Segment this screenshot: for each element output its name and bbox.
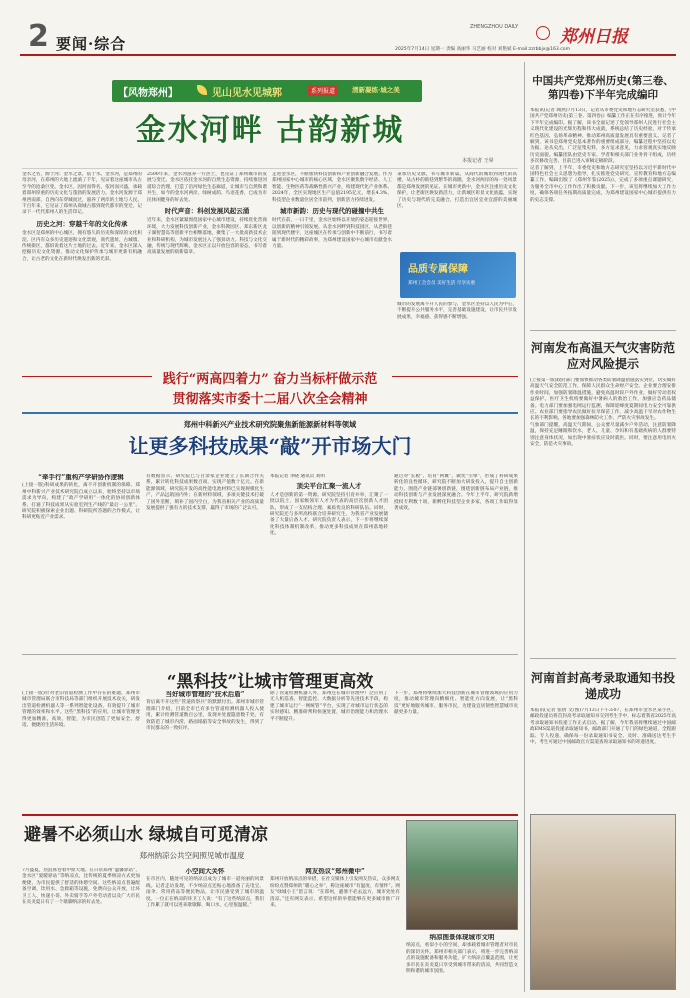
bottom-photo [406, 820, 518, 930]
top-col-1b-text: 金水区是郑州的中心城区，拥有悠久的历史和深厚的文化积淀。区内有众多历史遗迹和文化景观，商代遗址、古城墙、传统街区，都诉说着这片土地的过去。近年来，金水区深入挖掘历史文化资源，推动文化保护传承与城市更新有机融合，让古老的文化在新时代焕发出新的光彩。 [22, 231, 142, 262]
bottom-sub-2: 网友热议“郑州微中” [305, 868, 365, 875]
blacktech-col-1-text: (上接一版)针对老旧管道检测工作中存在的难题，郑州市城市管理局联合市科技局等部门组织开展技术攻关，研发出管道检测机器人等一系列智能化设备，有效提升了城市管理的效率和水平。这些“黑科技”的应用，让城市管理变得更加精准、高效、智能，为市民创造了更加安全、舒适、便捷的生活环境。 [22, 691, 140, 729]
masthead [0, 0, 690, 58]
top-sub-2: 时代声音：科创发展风起云涌 [164, 207, 250, 216]
blacktech-sub: 当好城市管理的“技术后盾” [165, 691, 245, 698]
theme-banner [22, 366, 518, 410]
feature-col-3 [270, 474, 388, 652]
right-photo [530, 814, 676, 990]
banner-tag-1: 系列报道 [308, 85, 338, 96]
section-title: 要闻·综合 [56, 35, 127, 53]
feature-headline: 让更多科技成果“敲”开市场大门 [128, 434, 412, 458]
bottom-col-1-text: 7月盛夏，热浪席卷着中原大地。在日常郑州“温馨驿站”，金水区“爱暖驿站”等纳凉点，比传统的夏季纳凉方式更加便捷，为市民提供了舒适的休憩空间。这些纳凉点普遍配备空调、饮用水、急救箱等设施，免费向公众开放，让环卫工人、快递小哥、外卖骑手等户外劳动者以及广大市民在炎炎夏日有了一个歇脚纳凉的好去处。 [22, 868, 140, 906]
blacktech-col-2 [146, 691, 264, 811]
right-text-3 [530, 708, 676, 808]
bottom-sub-1: 小空间大关怀 [185, 868, 225, 875]
ad-text-1: 品质专属保障 [408, 264, 468, 275]
feature-sub-2: 顶尖平台汇聚一流人才 [296, 482, 362, 491]
right-text-1b: 记者了解到，上半年，市委党史和地方志研究室坚持以习近平新时代中国特色社会主义思想为指导，扎实推进党史研究、宣传教育和地方志编纂工作，编辑出版了《郑州年鉴(2025)》，完成了多项重点课题研究，为服务全市中心工作作出了积极贡献。下一步，该室将继续加大工作力度，确保各项任务按期高质量完成，为郑州建设国家中心城市提供有力的史志支撑。 [530, 165, 676, 203]
right-text-1a: 本报讯(记者 陶然)7月13日，记者从市委党史和地方志研究室获悉，《中国共产党郑州历史(第三卷、第四卷)》编纂工作正在有序推进，预计今年下半年完成编印。据了解，该书全面记述了党领导郑州人民进行社会主义现代化建设的光辉历程和伟大成就，系统总结了历史经验，对于传承红色基因、弘扬革命精神、推动郑州高质量发展具有重要意义。记者了解到，该书是郑州党史基本著作的重要组成部分，编纂过程中坚持以史为据、论从史出，广泛征集史料，多方征求意见，力求客观真实地反映历史面貌。编纂团队由党史专家、学者和相关部门业务骨干组成，历经多次修改完善，目前已进入审稿定稿阶段。 [530, 108, 676, 165]
top-col-2-text: 2500年来，金水河滋养一方热土，也见证了郑州城市的发展与变迁。金水区依托金水河的自然生态资源，持续推进河道综合治理，打造了沿河绿色生态廊道，让城市与自然和谐共生，如今的金水河两岸，绿树成荫、鸟语花香，已成为市民休闲健身的好去处。 [147, 172, 267, 203]
banner-leaf-icon [197, 85, 207, 95]
blacktech-headline: “黑科技”让城市管理更高效 [166, 672, 374, 692]
top-col-4b [397, 302, 517, 360]
right-column [530, 62, 676, 992]
bottom-col-4 [406, 934, 518, 992]
top-col-1-text: 金水之名，源于河；金水之景，依于水。金水河，是郑州的母亲河，在郑州的大地上流淌了千年，见证着这座城市从古至今的沧桑巨变。金水区，因河而得名，依河而兴盛，承载着郑州厚重的历史文化与蓬勃的发展活力。金水河发源于郑州西南部，自西向东穿城而过，滋养了两岸的土地与人民。千百年来，它见证了郑州从商城古都到现代都市的变迁，记录下一代代郑州人的生活印记。 [22, 172, 142, 216]
banner-line-1: 践行“两高四着力” 奋力当标杆做示范 [162, 372, 378, 387]
bottom-sub-3: 纳凉图景体现城市文明 [429, 934, 495, 941]
feature-kicker: 郑州中科新兴产业技术研究院聚焦新能源新材料等领域 [183, 420, 357, 429]
topic-banner [112, 80, 422, 102]
bottom-col-3 [270, 868, 400, 992]
bottom-col-2-text: 在市区内，随处可见的纳凉点成为了城市一道亮丽的风景线。记者走访发现，不少纳凉点还贴心地准备了充电宝、雨伞、常用药品等便民物品，让市民感受到了城市的温度。一位正在纳凉的环卫工人说：“有了这些纳凉点，我们工作累了就可以进来歇歇脚、喝口水，心里很温暖。” [146, 877, 264, 909]
blacktech-col-2-text: 背后离不开这些“管道侦察兵”的默默付出。郑州市城市管理部门介绍，目前全市已有多台管道检测机器人投入使用，累计检测管道数百公里，发现并处置隐患数千处，有效防范了城市内涝、路面塌陷等安全事故的发生，得到了市民群众的一致好评。 [146, 700, 264, 732]
top-col-4b-text: 城市的发展离不开人民的参与，金水区坚持以人民为中心，不断提升公共服务水平，完善基础设施建设，让市民共享发展成果，幸福感、获得感不断增强。 [397, 302, 517, 320]
paper-name-en: ZHENGZHOU DAILY [470, 24, 519, 30]
page-number: 2 [28, 19, 49, 54]
top-sub-3: 城市新韵：历史与现代的碰撞中共生 [280, 207, 384, 216]
right-text-2 [530, 378, 676, 652]
right-text-2a: (上接第一版)政府部门要加快推动各类防暑降温措施落实到位，切实做好高温天气安全防范工作，保障人民群众生命财产安全。企业要合理安排作业时间，加强防暑降温措施，避免高温时段户外作业，做好劳动者权益保护。医疗卫生机构要做好中暑病人的救治工作，加强应急药品储备。电力部门要加强电网运行监测，保障迎峰度夏期间电力安全可靠供应。农业部门要指导农民做好抗旱保苗工作，减少高温干旱对农作物生长的不利影响。各地要加强森林防火工作，严防火灾事故发生。 [530, 378, 676, 422]
feature-col-1-text: (上接一版)科研成果的转化，离不开创新机制的保障。郑州中科新兴产业技术研究院自成立以来，始终坚持以市场需求为导向，构建了“政产学研用”一体化的协同创新体系，打通了科技成果从实验室到生产线的“最后一公里”。研究院积极探索企业出题、科研院所答题的合作模式，让科研更贴近产业需求。 [22, 483, 140, 521]
right-headline-3: 河南首封高考录取通知书投递成功 [530, 671, 675, 701]
ad-text-2: 郑州工会会员 美好生活 尽享实惠 [408, 281, 476, 286]
blacktech-col-4 [394, 691, 518, 811]
top-sub-1: 历史之河：穿越千年的文化传承 [36, 219, 128, 228]
right-headline-2: 河南发布高温天气灾害防范应对风险提示 [530, 341, 675, 371]
top-col-4-text: 秉承历史文脉，书写城市新篇。从商代的城垣到现代的高楼，从古朴的街巷到繁华的商圈，金水河两岸的每一处风景都是郑州发展的见证。在城市更新中，金水区注重历史文化保护，让老街区焕发新活力，让新城区彰显文化底蕴，实现了历史与现代的完美融合，打造出宜居宜业宜游的美丽城区。 [397, 172, 517, 210]
banner-tag-2: 清新凝练·城之美 [352, 86, 400, 94]
feature-byline: 本报记者 李晓 通讯员 刘明 [270, 474, 325, 479]
bottom-col-2 [146, 868, 264, 992]
top-col-2 [147, 172, 267, 360]
top-headline: 金水河畔 古韵新城 [135, 113, 405, 148]
bottom-kicker: 郑州纳凉公共空间照见城市温度 [139, 851, 245, 860]
feature-col-4-text: 通过对“长板”、培育“两翼”、做优“引擎”，形成了科研成果转化的良性循环，研究院不断加大研发投入，提升自主创新能力，围绕产业链部署创新链，围绕创新链布局产业链，推动科技创新与产业发展深度融合。今年上半年，研究院新增授权专利数十项，新孵化科技型企业多家，各项工作取得显著成效。 [394, 474, 518, 512]
bottom-col-3-text: 郑州开放纳凉点的举措，在社交媒体上引发网友热议，众多网友纷纷点赞郑州的“暖心之举”，称这座城市“有温度、有情怀”。网友“绿城小王”留言说：“在郑州，避暑不必去远方，城市处处有清凉。”还有网友表示，希望这样的举措能够在更多城市推广开来。 [270, 877, 400, 909]
blacktech-col-3-text: 除了管道检测机器人外，郑州还在城市管理中广泛应用了无人机巡查、智能监控、大数据分析等先进技术手段，构建了城市运行“一网统管”平台，实现了对城市运行状态的实时感知、精准研判和快速处置，城市治理能力和治理水平不断提升。 [270, 691, 388, 722]
right-text-2b: 气象部门提醒，高温天气期间，公众要尽量减少户外活动，注意防暑降温，保持充足睡眠和饮水，老人、儿童、孕妇和有基础疾病的人群要特别注意身体状况，如出现中暑症状应及时就医。同时，要注意用电用火安全，防范火灾事故。 [530, 422, 676, 448]
union-ad [400, 252, 516, 298]
bottom-story [22, 814, 518, 992]
feature-col-2 [146, 474, 264, 652]
logo: 郑州日报 [560, 27, 628, 47]
top-byline: 本报记者 王晕 [462, 158, 494, 164]
banner-series: 【风物郑州】 [118, 88, 178, 99]
right-headline-1: 中国共产党郑州历史(第三卷、第四卷)下半年完成编印 [532, 75, 674, 101]
feature-col-2-text: 有数据显示，研究院已与百余家企业建立了长期合作关系，累计转化科技成果数百项，实现产值数十亿元。在新能源领域，研究院开发的高性能电池材料已实现规模化生产，产品远销国内外；在新材料领域，多项关键技术打破了国外垄断，填补了国内空白，为我省相关产业的高质量发展提供了强有力的技术支撑，赢得了市场的广泛认可。 [146, 474, 264, 512]
feature-col-1 [22, 474, 140, 652]
top-col-4 [397, 172, 517, 250]
feature-sub-1: “牵手行”重构产学研协作逻辑 [38, 474, 124, 481]
top-col-3 [272, 172, 392, 360]
blacktech-col-1 [22, 691, 140, 811]
bottom-col-4-text: 纳凉点，看似小小的空间，却承载着城市管理者对市民的深切关怀。郑州市相关部门表示，将进一步完善纳凉点的设施配备和服务功能，扩大纳凉点覆盖范围，让更多市民在炎炎夏日享受到城市带来的清凉，共同营造文明和谐的城市氛围。 [406, 943, 518, 975]
logo-seal-icon [536, 26, 550, 40]
bottom-headline: 避暑不必须山水 绿城自可觅清凉 [24, 825, 268, 845]
top-col-3b-text: 时代在前，一日千里，金水区始终以开放的姿态迎接世界，以创新的精神引领发展。从金水河畔到科技园区，从老街巷陌到现代楼宇，这座城区在传承与创新中不断前行，书写着属于新时代的精彩故事，为郑州建设国家中心城市贡献金水力量。 [272, 218, 392, 250]
feature-col-4 [394, 474, 518, 652]
bottom-col-1 [22, 868, 140, 992]
feature-story [22, 412, 518, 652]
top-col-3-text: 走进金水区，不断加快科技创新和产业创新融合发展。作为郑州国家中心城市的核心区域，金水区聚焦数字经济、人工智能、生物医药等战略性新兴产业，构建现代化产业体系。2024年，全区实现地区生产总值2195亿元，增长4.3%，科技型企业数量位居全市前列，创新活力持续迸发。 [272, 172, 392, 203]
date-line: 2025年7月14日 星期一 责编 高丽华 马艺丽 校对 刘艳斌 E-mail:zzrbbjx@163.com [395, 47, 571, 52]
top-story [22, 62, 518, 362]
top-col-2b-text: 近年来，金水区紧紧围绕国家中心城市建设，持续优化营商环境，大力发展科技创新产业，金水科教园区、郑东新区龙子湖智慧岛等创新平台相继落地，聚集了一大批高新技术企业和科研机构，为城市发展注入了强劲动力。科技与文化交融，传统与现代辉映，金水区正以开放包容的姿态，书写着高质量发展的崭新篇章。 [147, 218, 267, 256]
blacktech-col-3 [270, 691, 388, 811]
blacktech-col-4-text: 下一步，郑州将继续加大科技创新在城市管理领域的应用力度，推动城市管理向精细化、智能化方向发展，让“黑科技”更好地服务城市、服务市民，为建设宜居韧性智慧城市贡献更多力量。 [394, 691, 518, 716]
blacktech-story [22, 654, 518, 812]
top-col-1 [22, 172, 142, 360]
banner-line-2: 贯彻落实市委十二届八次全会精神 [172, 392, 368, 407]
banner-topic: 见山见水见城郭 [212, 88, 282, 99]
right-text-3a: 本报讯(记者 张倩 文/图)7月13日下午3:07，在郑州市金水区某小区，邮政投递员将首封高考录取通知书交到考生手中，标志着我省2025年高考录取通知书投递工作正式启动。据了解，今年我省将继续通过中国邮政EMS渠道投递录取通知书，邮政部门开通了专门的绿色通道，全程跟踪、专人投递，确保每一份录取通知书安全、及时、准确送达考生手中。考生可通过中国邮政官方渠道查询录取通知书的寄递进度。 [530, 708, 676, 746]
right-text-1 [530, 108, 676, 326]
feature-col-3-text: 人才是创新的第一资源。研究院坚持引育并举，汇聚了一批以院士、国家级领军人才为代表的高层次创新人才团队，形成了一支结构合理、素质优良的科研队伍。同时，研究院还与多所高校联合培养研究生，为我省产业发展储备了大量后备人才。研究院负责人表示，下一步将继续深化科技体制机制改革，推动更多科技成果在郑州落地转化。 [270, 492, 388, 537]
